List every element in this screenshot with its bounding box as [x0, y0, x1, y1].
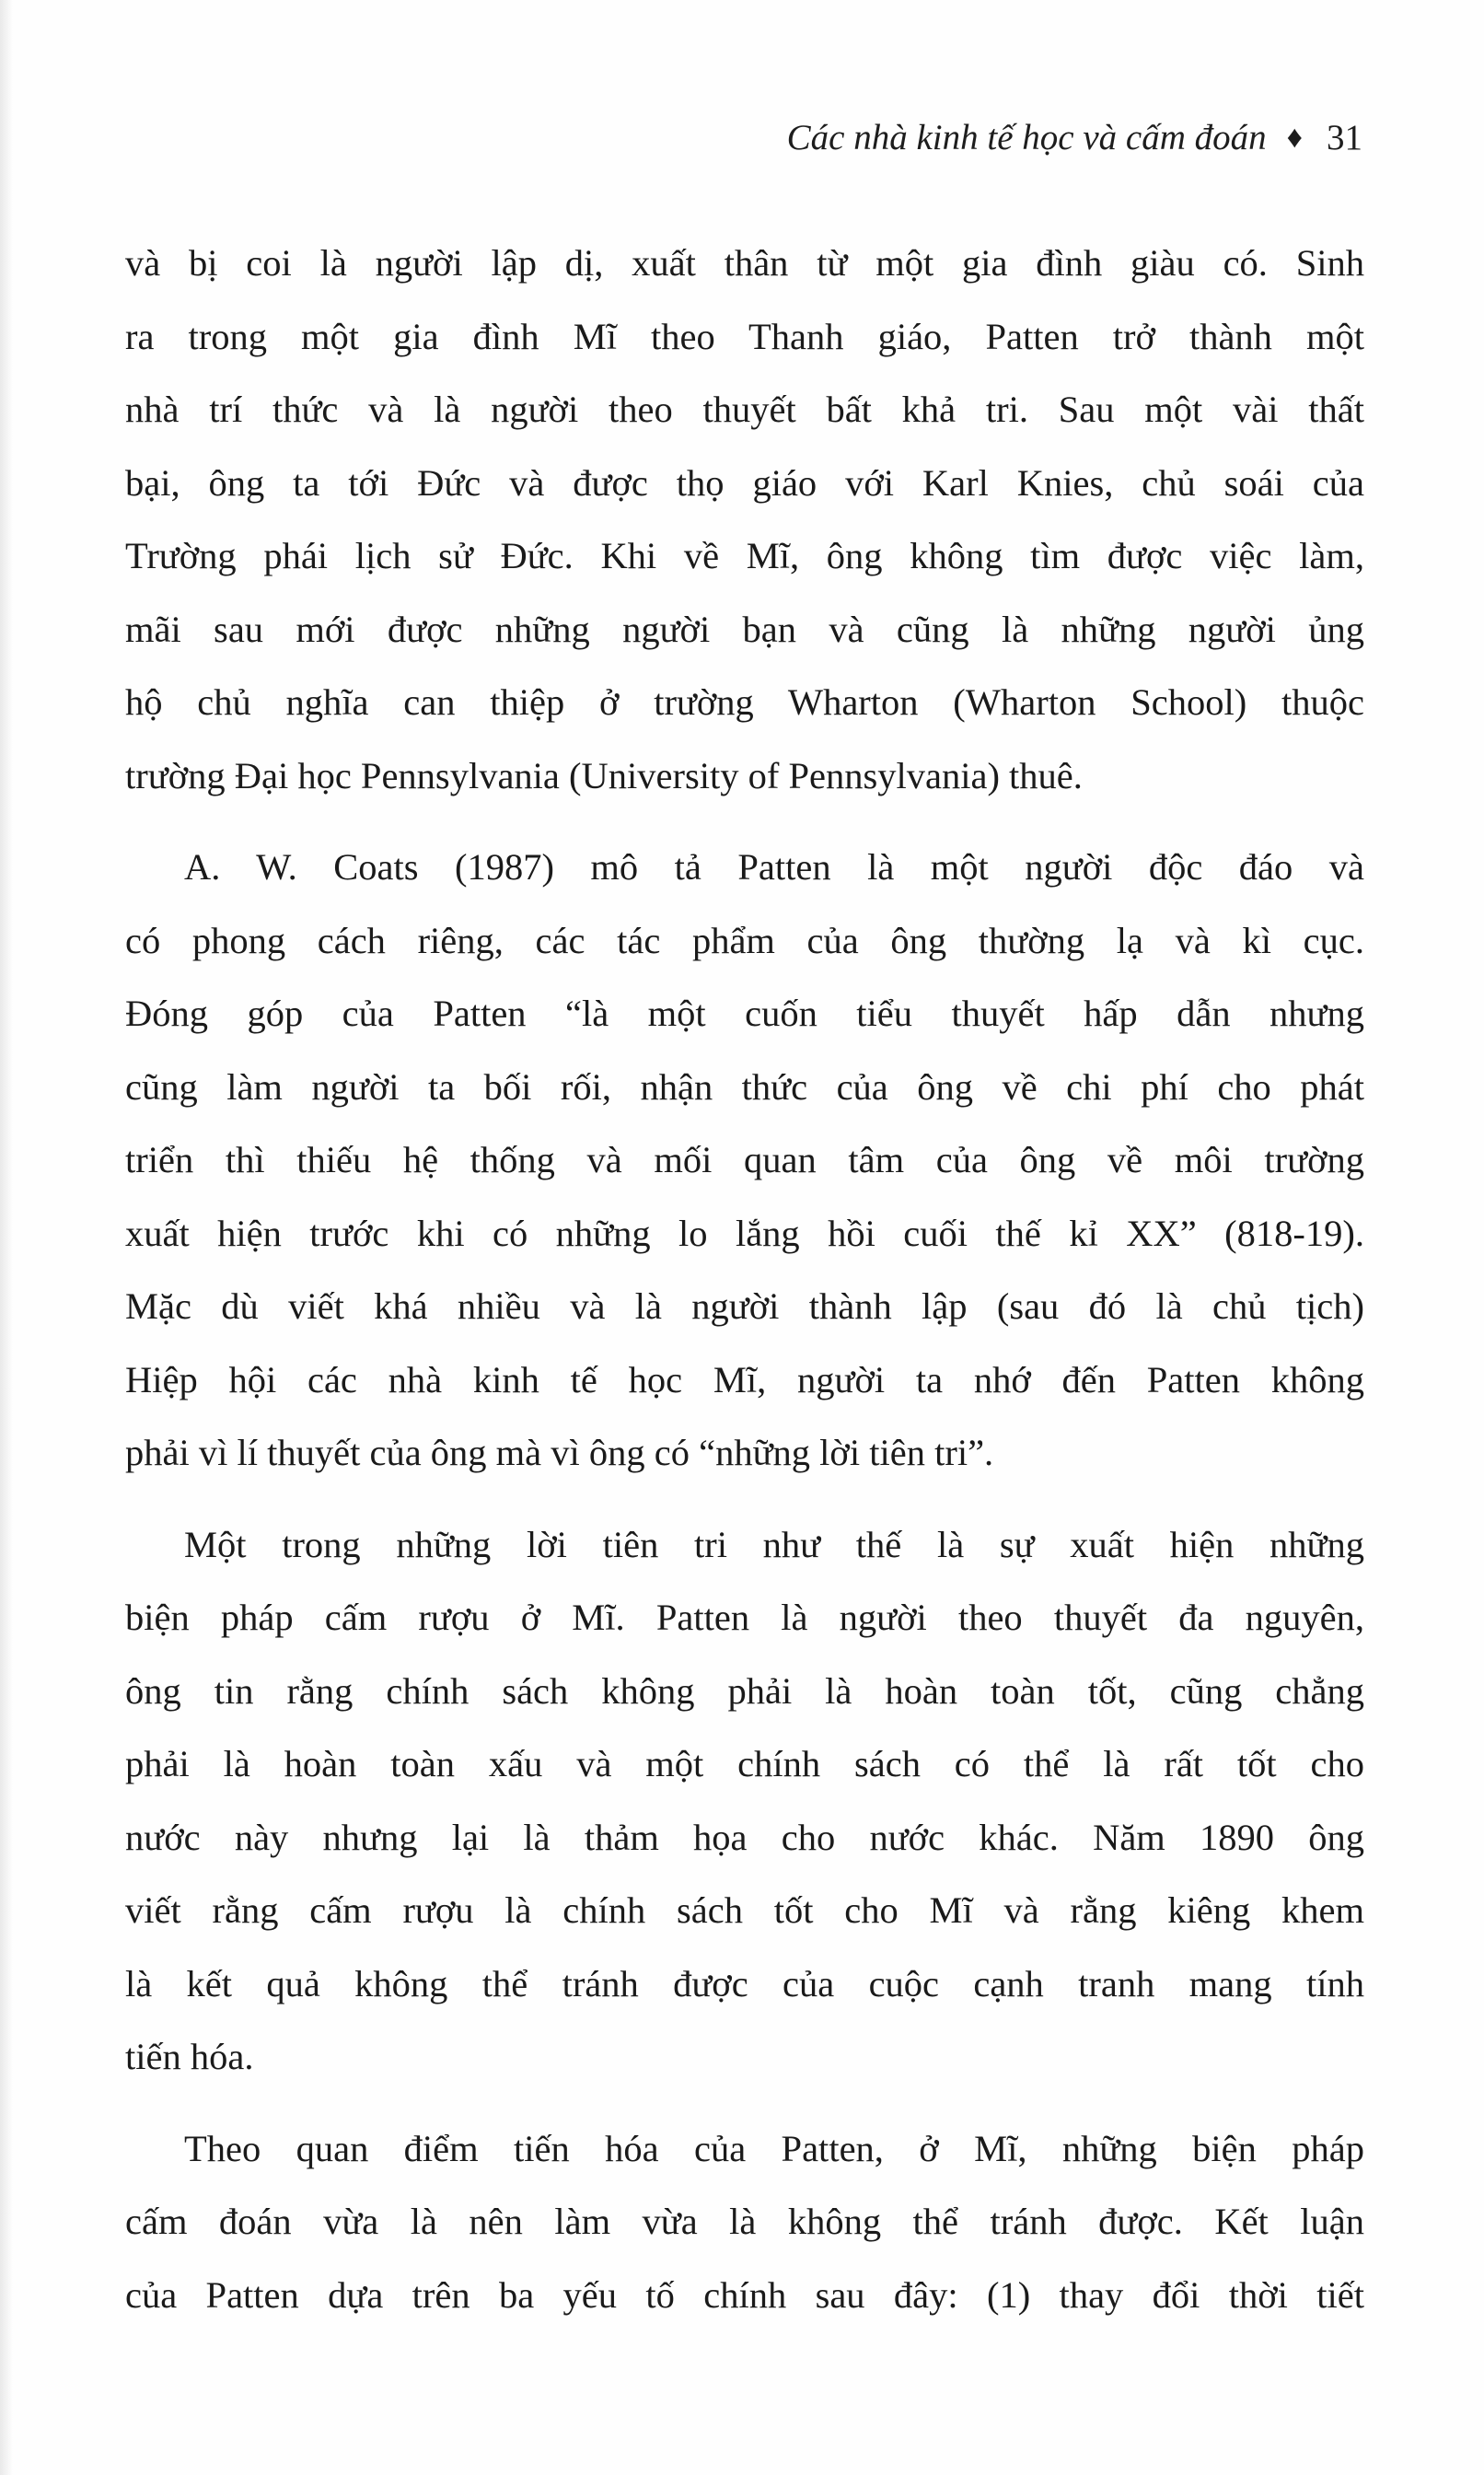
text-line: và bị coi là người lập dị, xuất thân từ một gia đình giàu có. Sinh: [125, 242, 1364, 284]
text-line: có phong cách riêng, các tác phẩm của ông thường lạ và kì cục.: [125, 919, 1364, 961]
text-line: Theo quan điểm tiến hóa của Patten, ở Mĩ, những biện pháp: [184, 2127, 1364, 2169]
text-line: viết rằng cấm rượu là chính sách tốt cho Mĩ và rằng kiêng khem: [125, 1889, 1364, 1931]
text-line: biện pháp cấm rượu ở Mĩ. Patten là người theo thuyết đa nguyên,: [125, 1597, 1364, 1638]
spine-shadow: [0, 0, 13, 2475]
text-line: Đóng góp của Patten “là một cuốn tiểu thuyết hấp dẫn nhưng: [125, 993, 1364, 1034]
paragraph-2: [125, 831, 1364, 1490]
text-line: phải là hoàn toàn xấu và một chính sách có thể là rất tốt cho: [125, 1743, 1364, 1784]
paragraph-1: [125, 227, 1364, 812]
text-line: nước này nhưng lại là thảm họa cho nước khác. Năm 1890 ông: [125, 1816, 1364, 1858]
text-line: Mặc dù viết khá nhiều và là người thành lập (sau đó là chủ tịch): [125, 1285, 1364, 1327]
text-line: bại, ông ta tới Đức và được thọ giáo với Karl Knies, chủ soái của: [125, 461, 1364, 504]
text-line: trường Đại học Pennsylvania (University of Pennsylvania) thuê.: [125, 754, 1083, 796]
text-line: phải vì lí thuyết của ông mà vì ông có “những lời tiên tri”.: [125, 1432, 994, 1473]
text-line: ra trong một gia đình Mĩ theo Thanh giáo, Patten trở thành một: [125, 315, 1364, 357]
text-line: cũng làm người ta bối rối, nhận thức của ông về chi phí cho phát: [125, 1065, 1364, 1108]
diamond-separator-icon: ♦: [1286, 121, 1303, 155]
text-line: Hiệp hội các nhà kinh tế học Mĩ, người ta nhớ đến Patten không: [125, 1358, 1364, 1400]
text-line: A. W. Coats (1987) mô tả Patten là một người độc đáo và: [184, 846, 1364, 888]
paragraph-3: [125, 1508, 1364, 2094]
text-line: là kết quả không thể tránh được của cuộc cạnh tranh mang tính: [125, 1962, 1364, 2004]
text-line: ông tin rằng chính sách không phải là hoàn toàn tốt, cũng chẳng: [125, 1669, 1364, 1712]
text-line: Trường phái lịch sử Đức. Khi về Mĩ, ông không tìm được việc làm,: [125, 535, 1364, 576]
text-line: cấm đoán vừa là nên làm vừa là không thể tránh được. Kết luận: [125, 2201, 1364, 2242]
body-text: [125, 227, 1364, 2350]
running-header: [644, 110, 1362, 168]
text-line: nhà trí thức và là người theo thuyết bất khả tri. Sau một vài thất: [125, 389, 1364, 430]
paragraph-4: [125, 2112, 1364, 2332]
text-line: hộ chủ nghĩa can thiệp ở trường Wharton (Wharton School) thuộc: [125, 681, 1364, 723]
page-number: 31: [1327, 118, 1362, 157]
text-line: xuất hiện trước khi có những lo lắng hồi cuối thế kỉ XX” (818-19).: [125, 1212, 1364, 1254]
text-line: Một trong những lời tiên tri như thế là sự xuất hiện những: [184, 1523, 1364, 1565]
text-line: mãi sau mới được những người bạn và cũng là những người ủng: [125, 608, 1364, 650]
text-line: của Patten dựa trên ba yếu tố chính sau đây: (1) thay đổi thời tiết: [125, 2273, 1364, 2316]
text-line: tiến hóa.: [125, 2036, 254, 2077]
running-title: Các nhà kinh tế học và cấm đoán: [786, 118, 1267, 157]
text-line: triển thì thiếu hệ thống và mối quan tâm của ông về môi trường: [125, 1139, 1364, 1180]
